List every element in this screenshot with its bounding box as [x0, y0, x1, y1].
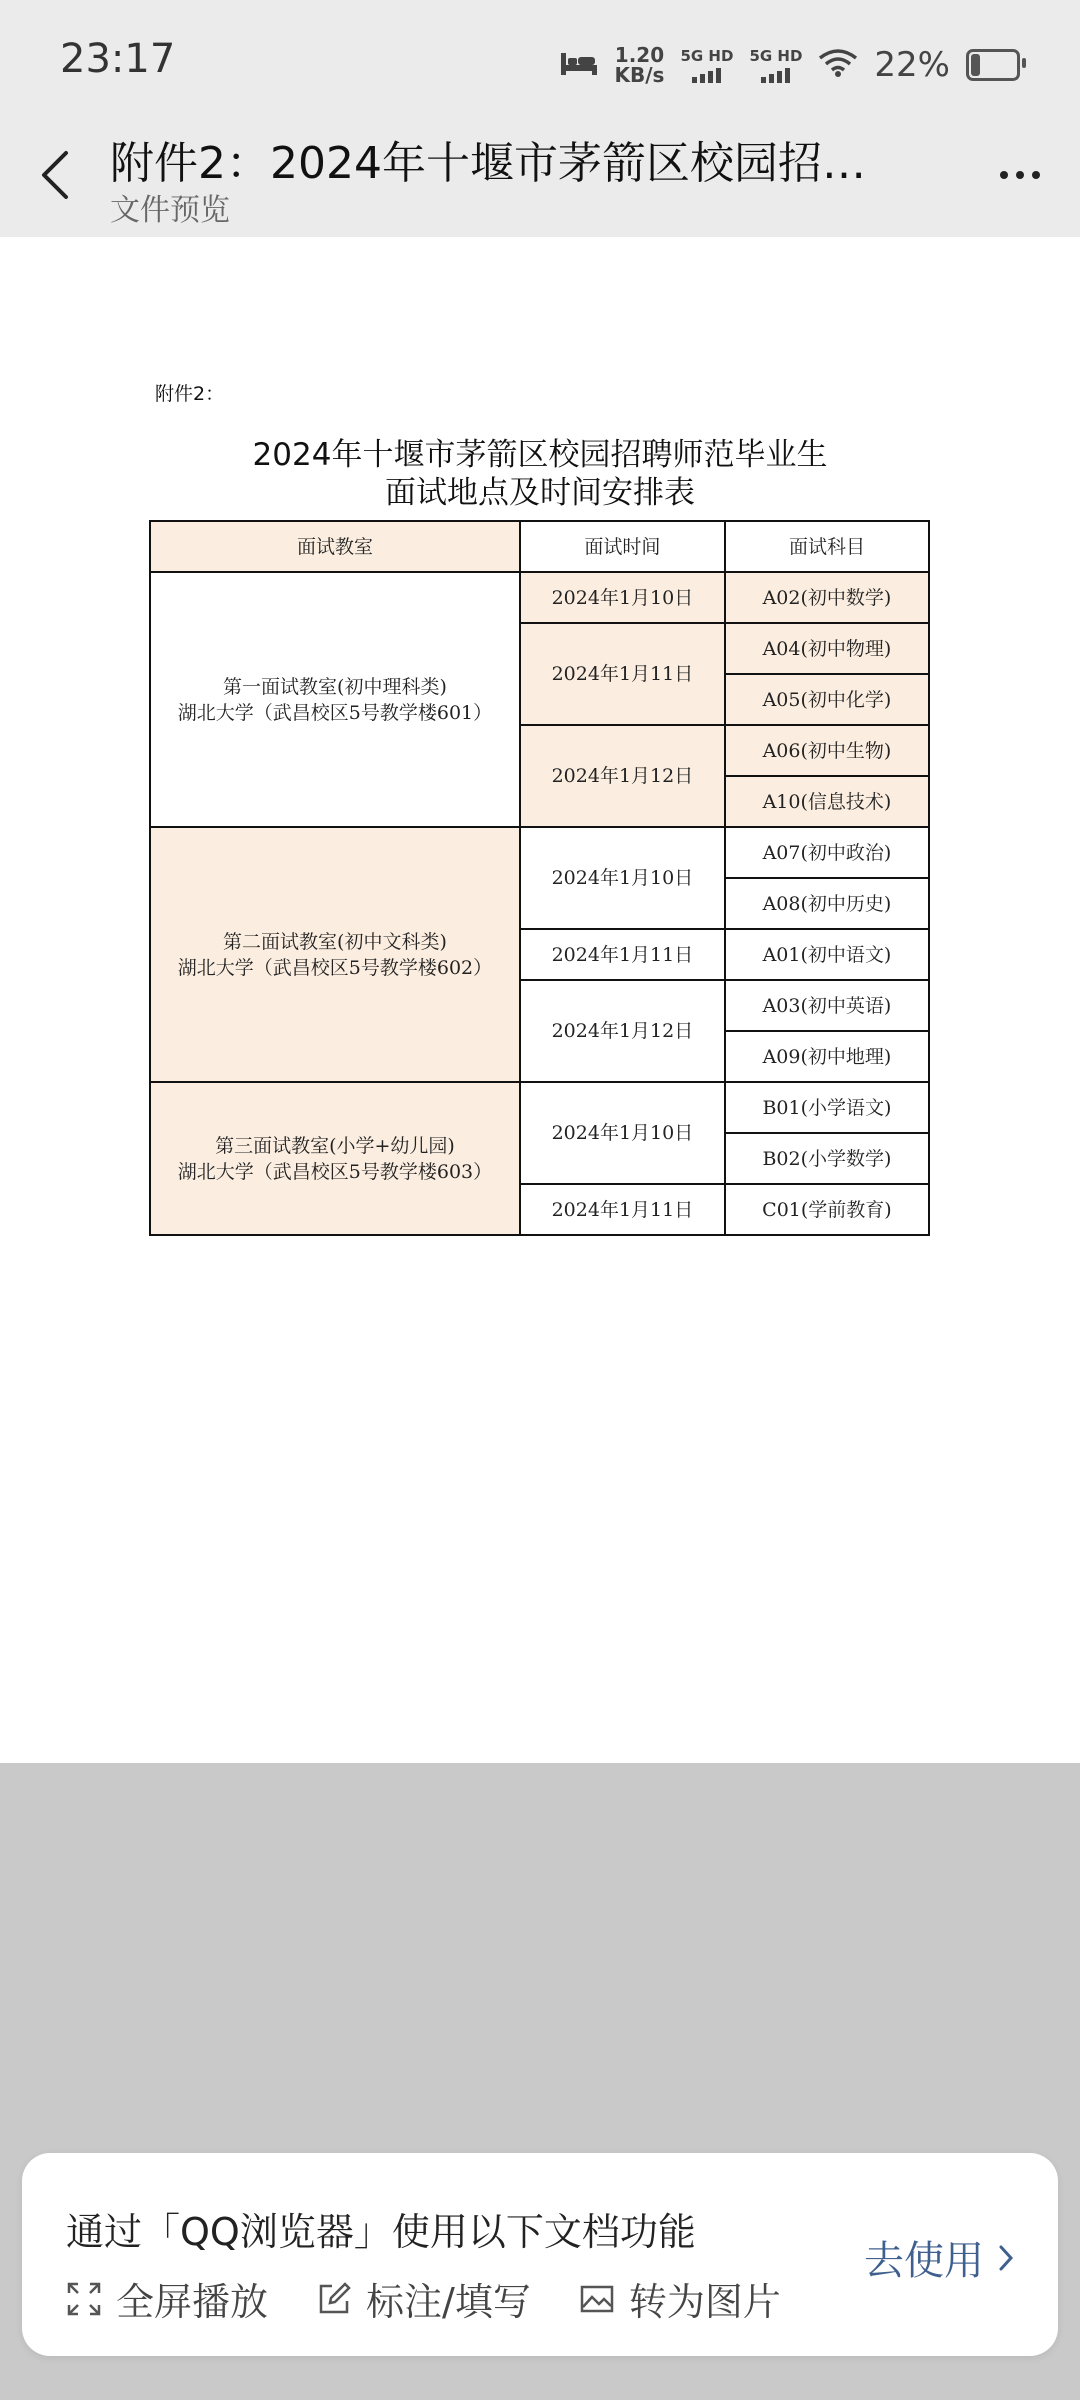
promo-message: 通过「QQ浏览器」使用以下文档功能	[66, 2210, 696, 2254]
table-row	[150, 1082, 929, 1133]
subject-cell: C01(学前教育)	[725, 1184, 929, 1235]
subject-cell: A06(初中生物)	[725, 725, 929, 776]
subject-cell: B02(小学数学)	[725, 1133, 929, 1184]
attachment-label: 附件2：	[155, 383, 225, 405]
subject-cell: A03(初中英语)	[725, 980, 929, 1031]
battery-icon	[966, 49, 1020, 81]
more-dot-icon	[1000, 171, 1008, 179]
chevron-right-icon	[998, 2244, 1014, 2272]
feature-fullscreen[interactable]	[66, 2271, 268, 2326]
sleep-mode-icon	[559, 49, 599, 81]
table-row	[150, 827, 929, 878]
sim2-label: 5G HD	[749, 46, 803, 65]
qq-browser-promo-card[interactable]	[22, 2153, 1058, 2356]
date-cell: 2024年1月10日	[520, 572, 725, 623]
room-name: 第三面试教室(小学+幼儿园)	[215, 1134, 455, 1157]
wifi-icon	[818, 48, 858, 82]
net-speed-unit: KB/s	[614, 63, 665, 87]
date-cell: 2024年1月11日	[520, 1184, 725, 1235]
date-cell: 2024年1月12日	[520, 980, 725, 1082]
sim1-signal	[680, 48, 733, 83]
feature-to-image[interactable]	[579, 2271, 781, 2326]
document-preview[interactable]	[0, 237, 1080, 1763]
sim2-signal	[749, 48, 802, 83]
room-cell	[150, 572, 520, 827]
signal-icon	[692, 67, 721, 83]
header-time: 面试时间	[520, 521, 725, 572]
room-cell	[150, 827, 520, 1082]
date-cell: 2024年1月11日	[520, 929, 725, 980]
back-arrow-icon	[40, 149, 70, 201]
room-name: 第一面试教室(初中理科类)	[223, 675, 447, 698]
feature-label: 转为图片	[628, 2280, 781, 2324]
table-row	[150, 572, 929, 623]
more-dot-icon	[1032, 171, 1040, 179]
go-use-button[interactable]	[864, 2229, 1014, 2286]
schedule-table	[149, 520, 930, 1236]
app-header	[0, 125, 1080, 237]
subject-cell: A02(初中数学)	[725, 572, 929, 623]
feature-label: 标注/填写	[366, 2280, 531, 2324]
net-speed-value: 1.20	[614, 43, 665, 67]
room-location: 湖北大学（武昌校区5号教学楼601）	[177, 701, 493, 724]
go-use-label: 去使用	[864, 2238, 984, 2284]
net-speed	[615, 45, 665, 85]
back-button[interactable]	[30, 145, 80, 205]
subject-cell: A07(初中政治)	[725, 827, 929, 878]
header-subject: 面试科目	[725, 521, 929, 572]
image-icon	[579, 2281, 615, 2317]
sim1-label: 5G HD	[680, 46, 734, 65]
subject-cell: A05(初中化学)	[725, 674, 929, 725]
document-title-line2: 面试地点及时间安排表	[385, 475, 695, 511]
table-header-row	[150, 521, 929, 572]
room-location: 湖北大学（武昌校区5号教学楼602）	[177, 956, 493, 979]
subject-cell: A04(初中物理)	[725, 623, 929, 674]
date-cell: 2024年1月12日	[520, 725, 725, 827]
subject-cell: A01(初中语文)	[725, 929, 929, 980]
annotate-icon	[316, 2281, 352, 2317]
fullscreen-icon	[66, 2281, 102, 2317]
page-subtitle: 文件预览	[110, 193, 230, 228]
document-title-line1: 2024年十堰市茅箭区校园招聘师范毕业生	[252, 437, 828, 473]
page-title: 附件2：2024年十堰市茅箭区校园招…	[110, 138, 866, 189]
battery-percent: 22%	[874, 45, 950, 85]
subject-cell: A08(初中历史)	[725, 878, 929, 929]
date-cell: 2024年1月11日	[520, 623, 725, 725]
status-icons	[559, 40, 1021, 90]
room-location: 湖北大学（武昌校区5号教学楼603）	[177, 1160, 493, 1183]
feature-label: 全屏播放	[116, 2280, 269, 2324]
room-name: 第二面试教室(初中文科类)	[223, 930, 447, 953]
date-cell: 2024年1月10日	[520, 827, 725, 929]
subject-cell: B01(小学语文)	[725, 1082, 929, 1133]
subject-cell: A10(信息技术)	[725, 776, 929, 827]
more-menu-button[interactable]	[990, 155, 1050, 195]
header-room: 面试教室	[150, 521, 520, 572]
feature-annotate[interactable]	[316, 2271, 531, 2326]
more-dot-icon	[1016, 171, 1024, 179]
status-bar	[0, 0, 1080, 125]
promo-features	[66, 2271, 781, 2326]
status-time: 23:17	[60, 36, 176, 82]
date-cell: 2024年1月10日	[520, 1082, 725, 1184]
subject-cell: A09(初中地理)	[725, 1031, 929, 1082]
room-cell	[150, 1082, 520, 1235]
signal-icon	[761, 67, 790, 83]
